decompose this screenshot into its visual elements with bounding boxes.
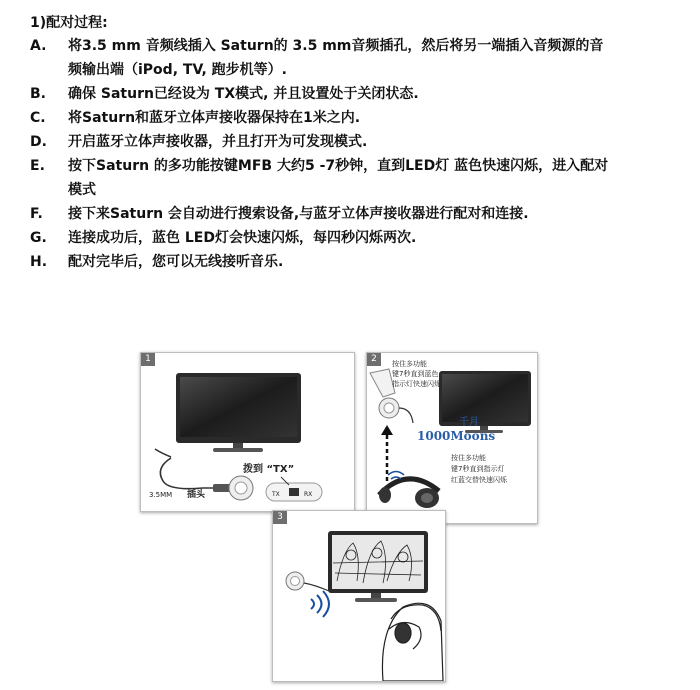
step-letter: B. [30, 86, 46, 102]
tv-icon [328, 531, 428, 602]
listener-icon [382, 603, 443, 681]
step-list [30, 34, 680, 274]
step-text [68, 202, 680, 226]
step-letter: D. [30, 134, 47, 150]
watermark-en: 1000Moons [417, 429, 496, 443]
step-letter: E. [30, 158, 45, 174]
step-item [30, 154, 680, 202]
step-item [30, 226, 680, 250]
instructions [30, 12, 680, 274]
plug-label: 插头 [187, 490, 206, 500]
bottom-caption-line-1: 按住多功能 [451, 454, 486, 462]
tv-icon [176, 373, 301, 452]
bottom-caption-line-2: 键7秒直到指示灯 [451, 465, 505, 473]
step-text [68, 34, 680, 82]
panel-number: 1 [141, 353, 155, 366]
top-caption-line-3: 指示灯快速闪烁 [392, 380, 441, 388]
step-item [30, 202, 680, 226]
transmitter-icon [286, 572, 329, 591]
wireless-signal-icon [311, 591, 329, 617]
bottom-caption-line-3: 红蓝交替快速闪烁 [451, 476, 507, 484]
top-caption-line-2: 键7秒直到蓝色 [392, 370, 439, 378]
step-text [68, 130, 680, 154]
panel-1 [140, 352, 355, 512]
transmitter-icon [229, 476, 253, 500]
step-text-line: 确保 Saturn已经设为 TX模式, 并且设置处于关闭状态. [68, 86, 419, 102]
step-text-line: 连接成功后，蓝色 LED灯会快速闪烁，每四秒闪烁两次. [68, 230, 417, 246]
step-item [30, 106, 680, 130]
step-text [68, 82, 680, 106]
step-text-line: 开启蓝牙立体声接收器，并且打开为可发现模式. [68, 134, 368, 150]
step-text-line: 将3.5 mm 音频线插入 Saturn的 3.5 mm音频插孔，然后将另一端插入音频源的音 [68, 38, 604, 54]
step-item [30, 250, 680, 274]
step-letter: G. [30, 230, 47, 246]
cable-label: 3.5MM [149, 491, 173, 499]
panel-3 [272, 510, 446, 682]
top-caption-line-1: 按住多功能 [392, 360, 427, 368]
step-item [30, 130, 680, 154]
step-text-line: 模式 [68, 182, 96, 198]
listening-drawing [273, 511, 445, 681]
step-text-line: 将Saturn和蓝牙立体声接收器保持在1米之内. [68, 110, 361, 126]
step-text-line: 配对完毕后，您可以无线接听音乐. [68, 254, 284, 270]
step-letter: C. [30, 110, 46, 126]
headset-icon [379, 479, 439, 508]
transmitter-icon [379, 398, 413, 423]
step-text [68, 226, 680, 250]
step-text [68, 250, 680, 274]
tv-icon [439, 371, 531, 433]
panel-number: 2 [367, 353, 381, 366]
step-item [30, 34, 680, 82]
panel-number: 3 [273, 511, 287, 524]
switch-tx-label: TX [272, 491, 280, 498]
step-text-line: 频输出端（iPod, TV, 跑步机等）. [68, 62, 287, 78]
tv-connection-drawing [141, 353, 354, 511]
watermark-cn: 千月 [459, 417, 479, 428]
section-heading: 1)配对过程: [30, 15, 108, 31]
step-letter: H. [30, 254, 48, 270]
step-text [68, 154, 680, 202]
switch-label: 拨到 “TX” [243, 464, 295, 475]
step-letter: A. [30, 38, 47, 54]
switch-rx-label: RX [304, 491, 313, 498]
step-item [30, 82, 680, 106]
step-letter: F. [30, 206, 43, 222]
panel-2 [366, 352, 538, 524]
step-text-line: 接下来Saturn 会自动进行搜索设备,与蓝牙立体声接收器进行配对和连接. [68, 206, 529, 222]
step-text [68, 106, 680, 130]
step-text-line: 按下Saturn 的多功能按键MFB 大约5 -7秒钟，直到LED灯 蓝色快速闪烁，进入配对 [68, 158, 609, 174]
